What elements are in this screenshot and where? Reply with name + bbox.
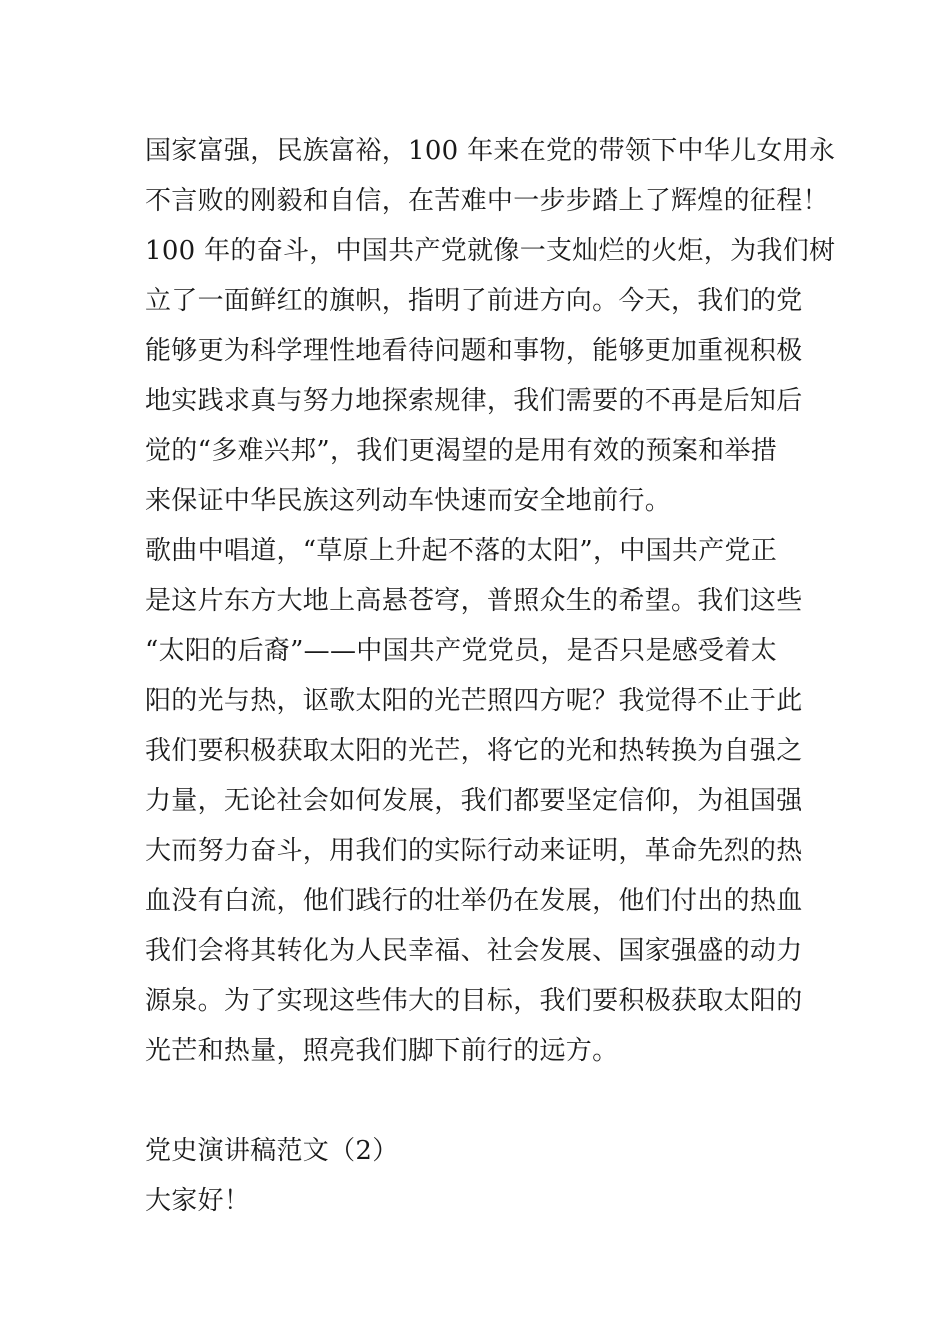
paragraph-line: 来保证中华民族这列动车快速而安全地前行。 <box>145 486 672 516</box>
document-body <box>145 126 836 1226</box>
paragraph-line: 能够更为科学理性地看待问题和事物，能够更加重视积极 <box>145 336 803 366</box>
section-title: 党史演讲稿范文（2） <box>145 1136 399 1166</box>
paragraph-line: 大而努力奋斗，用我们的实际行动来证明，革命先烈的热 <box>145 836 803 866</box>
paragraph-line: 地实践求真与努力地探索规律，我们需要的不再是后知后 <box>145 386 803 416</box>
paragraph-line: 100 年的奋斗，中国共产党就像一支灿烂的火炬，为我们树 <box>145 236 836 266</box>
paragraph-line: 我们要积极获取太阳的光芒，将它的光和热转换为自强之 <box>145 736 803 766</box>
paragraph-line: 国家富强，民族富裕，100 年来在党的带领下中华儿女用永 <box>145 136 836 166</box>
blank-line <box>145 1076 815 1126</box>
paragraph-line: 是这片东方大地上高悬苍穹，普照众生的希望。我们这些 <box>145 586 803 616</box>
paragraph-line: “太阳的后裔”——中国共产党党员，是否只是感受着太 <box>145 636 778 666</box>
paragraph-line: 阳的光与热，讴歌太阳的光芒照四方呢？我觉得不止于此 <box>145 686 803 716</box>
paragraph-line: 源泉。为了实现这些伟大的目标，我们要积极获取太阳的 <box>145 986 803 1016</box>
greeting-line: 大家好！ <box>145 1186 251 1216</box>
paragraph-line: 立了一面鲜红的旗帜，指明了前进方向。今天，我们的党 <box>145 286 803 316</box>
paragraph-line: 不言败的刚毅和自信，在苦难中一步步踏上了辉煌的征程！ <box>145 186 829 216</box>
paragraph-line: 觉的“多难兴邦”，我们更渴望的是用有效的预案和举措 <box>145 436 778 466</box>
paragraph-line: 歌曲中唱道，“草原上升起不落的太阳”，中国共产党正 <box>145 536 778 566</box>
paragraph-line: 血没有白流，他们践行的壮举仍在发展，他们付出的热血 <box>145 886 803 916</box>
paragraph-line: 我们会将其转化为人民幸福、社会发展、国家强盛的动力 <box>145 936 803 966</box>
paragraph-line: 力量，无论社会如何发展，我们都要坚定信仰，为祖国强 <box>145 786 803 816</box>
paragraph-line: 光芒和热量，照亮我们脚下前行的远方。 <box>145 1036 619 1066</box>
